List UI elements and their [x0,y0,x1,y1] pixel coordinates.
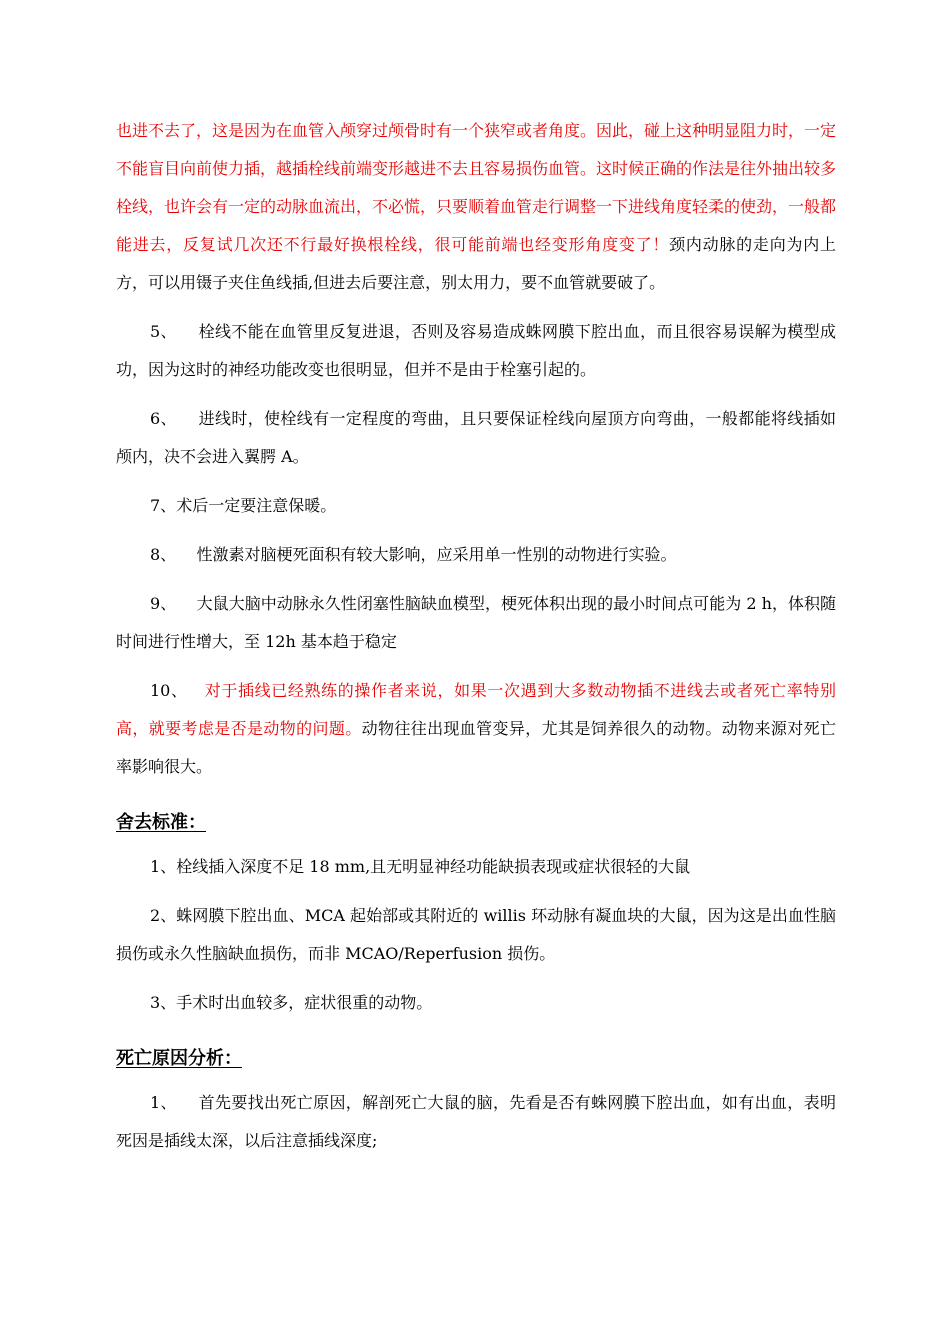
exclusion-number: 3、 [150,993,177,1012]
exclusion-item-2 [116,897,836,973]
exclusion-heading: 舍去标准： [116,812,206,833]
exclusion-text: 蛛网膜下腔出血、MCA 起始部或其附近的 willis 环动脉有凝血块的大鼠，因为这是出血性脑损伤或永久性脑缺血损伤，而非 MCAO/Reperfusion 损伤。 [116,906,836,963]
note-item-7 [116,487,836,525]
note-number: 5、 [150,322,177,341]
note-number: 9、 [150,594,177,613]
note-item-9 [116,585,836,661]
note-number: 10、 [150,681,188,700]
note-item-6 [116,400,836,476]
exclusion-text: 栓线插入深度不足 18 mm,且无明显神经功能缺损表现或症状很轻的大鼠 [176,857,691,876]
intro-red-text: 也进不去了，这是因为在血管入颅穿过颅骨时有一个狭窄或者角度。因此，碰上这种明显阻力时，一定不能盲目向前使力插，越插栓线前端变形越进不去且容易损伤血管。这时候正确的作法是往外抽出较多栓线，也许会有一定的动脉血流出，不必慌，只要顺着血管走行调整一下进线角度轻柔的使劲，一般都能进去，反复试几次还不行最好换根栓线，很可能前端也经变形角度变了！ [116,121,837,254]
exclusion-item-1 [116,848,836,886]
note-number: 7、 [150,496,177,515]
note-item-10 [116,672,836,786]
note-text: 性激素对脑梗死面积有较大影响，应采用单一性别的动物进行实验。 [196,545,677,564]
exclusion-item-3 [116,984,836,1022]
death-text: 首先要找出死亡原因，解剖死亡大鼠的脑，先看是否有蛛网膜下腔出血，如有出血，表明死因是插线太深，以后注意插线深度; [116,1093,836,1150]
note-text: 大鼠大脑中动脉永久性闭塞性脑缺血模型，梗死体积出现的最小时间点可能为 2 h，体积随时间进行性增大，至 12h 基本趋于稳定 [116,594,836,651]
note-item-5 [116,313,836,389]
note-10-black-text: 动物往往出现血管变异，尤其是饲养很久的动物。动物来源对死亡率影响很大。 [116,719,836,776]
document-page [116,112,836,1160]
note-text: 术后一定要注意保暖。 [176,496,337,515]
exclusion-section [116,804,836,842]
intro-black-text: 颈内动脉的走向为内上方，可以用镊子夹住鱼线插,但进去后要注意，别太用力，要不血管就要破了。 [116,235,836,292]
note-text: 进线时，使栓线有一定程度的弯曲，且只要保证栓线向屋顶方向弯曲，一般都能将线插如颅内，决不会进入翼腭 A。 [116,409,836,466]
intro-paragraph [116,112,836,302]
death-heading: 死亡原因分析： [116,1048,242,1069]
exclusion-number: 1、 [150,857,177,876]
note-text: 栓线不能在血管里反复进退，否则及容易造成蛛网膜下腔出血，而且很容易误解为模型成功，因为这时的神经功能改变也很明显，但并不是由于栓塞引起的。 [116,322,836,379]
exclusion-number: 2、 [150,906,177,925]
death-item-1 [116,1084,836,1160]
death-number: 1、 [150,1093,177,1112]
note-number: 8、 [150,545,177,564]
note-10-red-text: 对于插线已经熟练的操作者来说，如果一次遇到大多数动物插不进线去或者死亡率特别高，就要考虑是否是动物的问题。 [116,681,836,738]
note-number: 6、 [150,409,177,428]
death-section [116,1040,836,1078]
exclusion-text: 手术时出血较多，症状很重的动物。 [176,993,433,1012]
note-item-8 [116,536,836,574]
